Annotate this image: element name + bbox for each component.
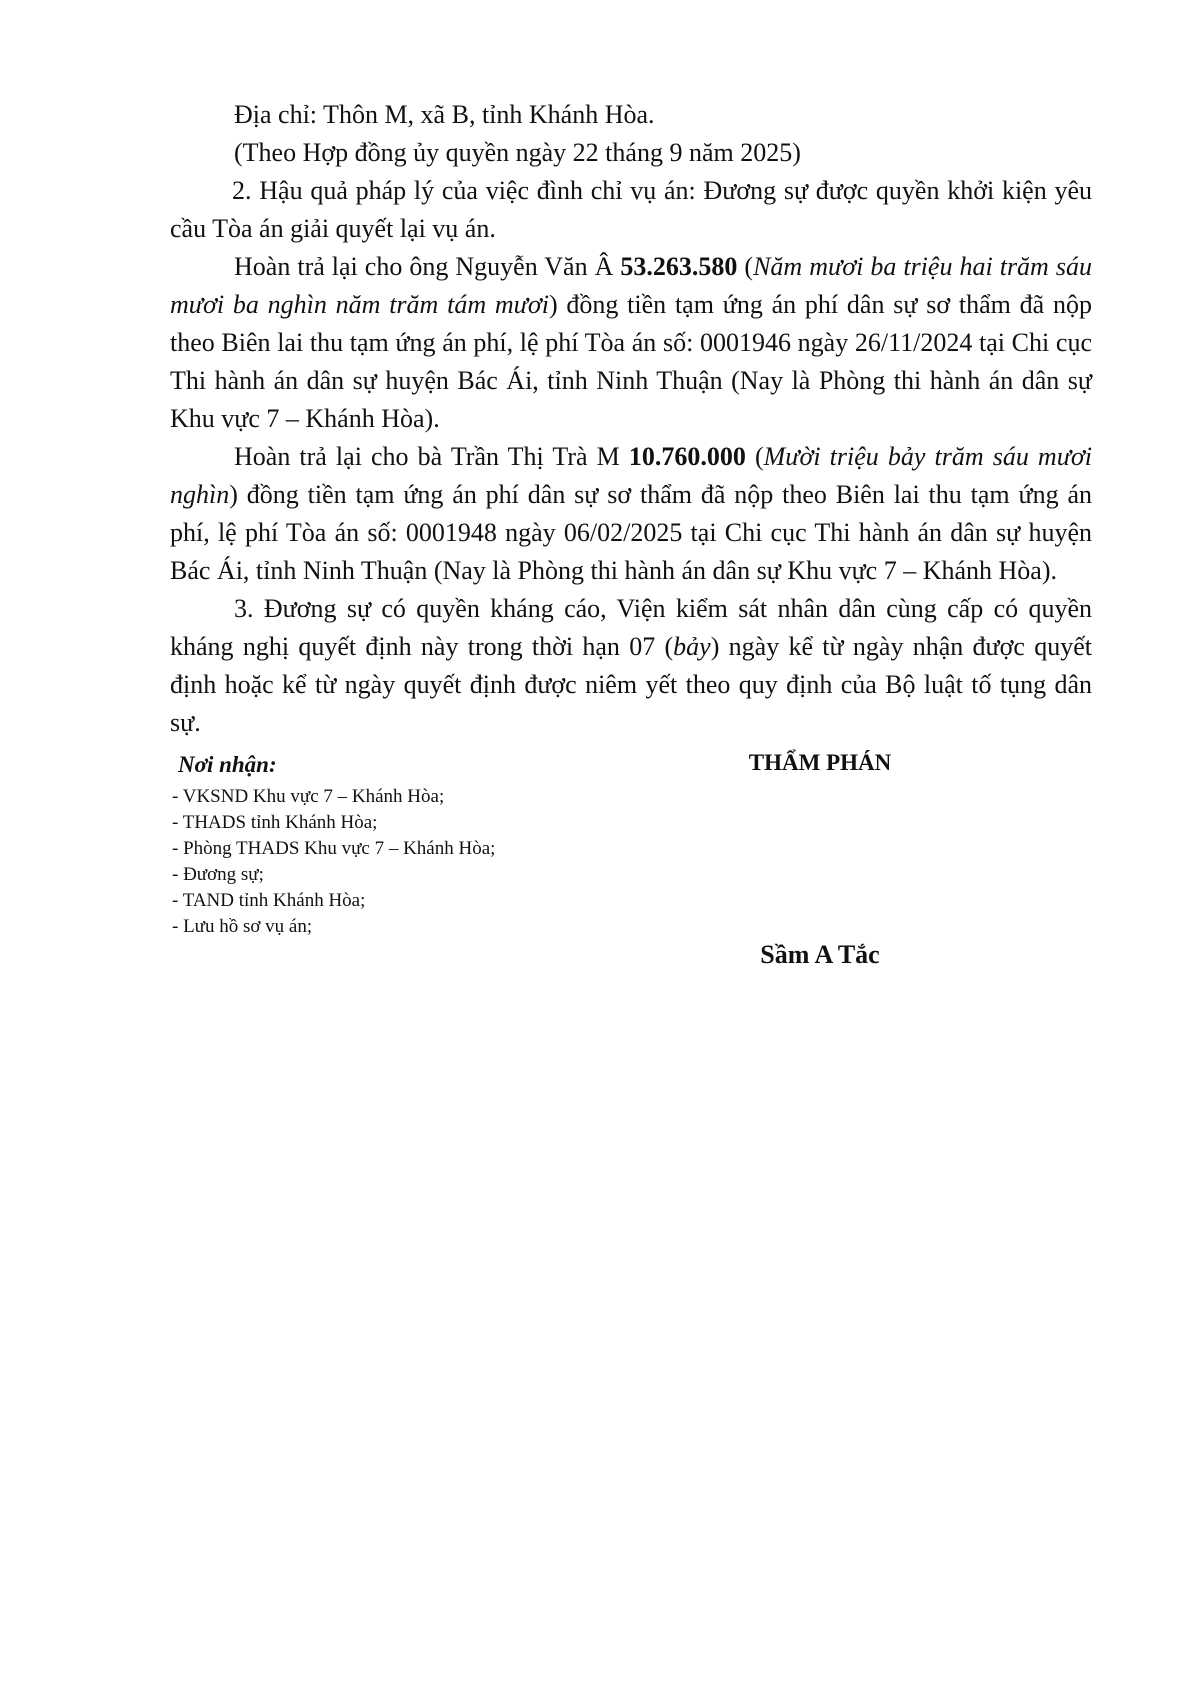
- recipient-item: - THADS tỉnh Khánh Hòa;: [172, 812, 378, 833]
- recipient-item: - Phòng THADS Khu vực 7 – Khánh Hòa;: [172, 838, 496, 859]
- refund-paragraph-1: [170, 248, 1092, 438]
- refund-paragraph-2: [170, 438, 1092, 590]
- appeal-rights-paragraph: [170, 590, 1092, 742]
- refund-2-rest: ) đồng tiền tạm ứng án phí dân sự sơ thẩm đã nộp theo Biên lai thu tạm ứng án phí, lệ phí Tòa án số: 0001948 ngày 06/02/2025 tại Chi cục Thi hành án dân sự huyện Bác Ái, tỉnh Ninh Thuận (Nay là Phòng thi hành án dân sự Khu vực 7 – Khánh Hòa).: [170, 480, 1092, 585]
- refund-2-amount: 10.760.000: [628, 442, 746, 471]
- recipient-item: - Lưu hồ sơ vụ án;: [172, 916, 313, 937]
- refund-2-amount-words: Mười triệu bảy trăm sáu mươi nghìn: [170, 442, 1092, 509]
- refund-1-amount-words: Năm mươi ba triệu hai trăm sáu mươi ba nghìn năm trăm tám mươi: [170, 252, 1092, 319]
- refund-2-lead: Hoàn trả lại cho bà Trần Thị Trà M: [234, 442, 629, 471]
- refund-1-amount: 53.263.580: [620, 252, 738, 281]
- recipients-block: [172, 752, 692, 940]
- recipient-item: - VKSND Khu vực 7 – Khánh Hòa;: [172, 786, 445, 807]
- refund-2-open-paren: (: [745, 442, 764, 471]
- recipient-item: - Đương sự;: [172, 864, 264, 885]
- appeal-rest: ) ngày kể từ ngày nhận được quyết định hoặc kể từ ngày quyết định được niêm yết theo quy định của Bộ luật tố tụng dân sự.: [170, 632, 1092, 737]
- decision-body: [170, 96, 1092, 742]
- recipients-list: [172, 784, 692, 940]
- legal-consequence-paragraph: 2. Hậu quả pháp lý của việc đình chỉ vụ án: Đương sự được quyền khởi kiện yêu cầu Tòa án giải quyết lại vụ án.: [170, 176, 1092, 243]
- appeal-days-words: bảy: [673, 632, 711, 661]
- signature-block: [700, 750, 940, 776]
- refund-1-open-paren: (: [737, 252, 754, 281]
- appeal-lead: 3. Đương sự có quyền kháng cáo, Viện kiểm sát nhân dân cùng cấp có quyền kháng nghị quyết định này trong thời hạn 07 (: [170, 594, 1092, 661]
- recipients-title: Nơi nhận:: [178, 752, 277, 777]
- address-line: Địa chỉ: Thôn M, xã B, tỉnh Khánh Hòa.: [234, 100, 655, 129]
- refund-1-lead: Hoàn trả lại cho ông Nguyễn Văn Â: [234, 252, 621, 281]
- judge-name: Sầm A Tắc: [760, 940, 880, 969]
- authorization-line: (Theo Hợp đồng ủy quyền ngày 22 tháng 9 năm 2025): [234, 138, 801, 167]
- recipient-item: - TAND tỉnh Khánh Hòa;: [172, 890, 366, 911]
- judge-title: THẨM PHÁN: [748, 750, 892, 775]
- refund-1-rest: ) đồng tiền tạm ứng án phí dân sự sơ thẩm đã nộp theo Biên lai thu tạm ứng án phí, lệ phí Tòa án số: 0001946 ngày 26/11/2024 tại Chi cục Thi hành án dân sự huyện Bác Ái, tỉnh Ninh Thuận (Nay là Phòng thi hành án dân sự Khu vực 7 – Khánh Hòa).: [170, 290, 1093, 433]
